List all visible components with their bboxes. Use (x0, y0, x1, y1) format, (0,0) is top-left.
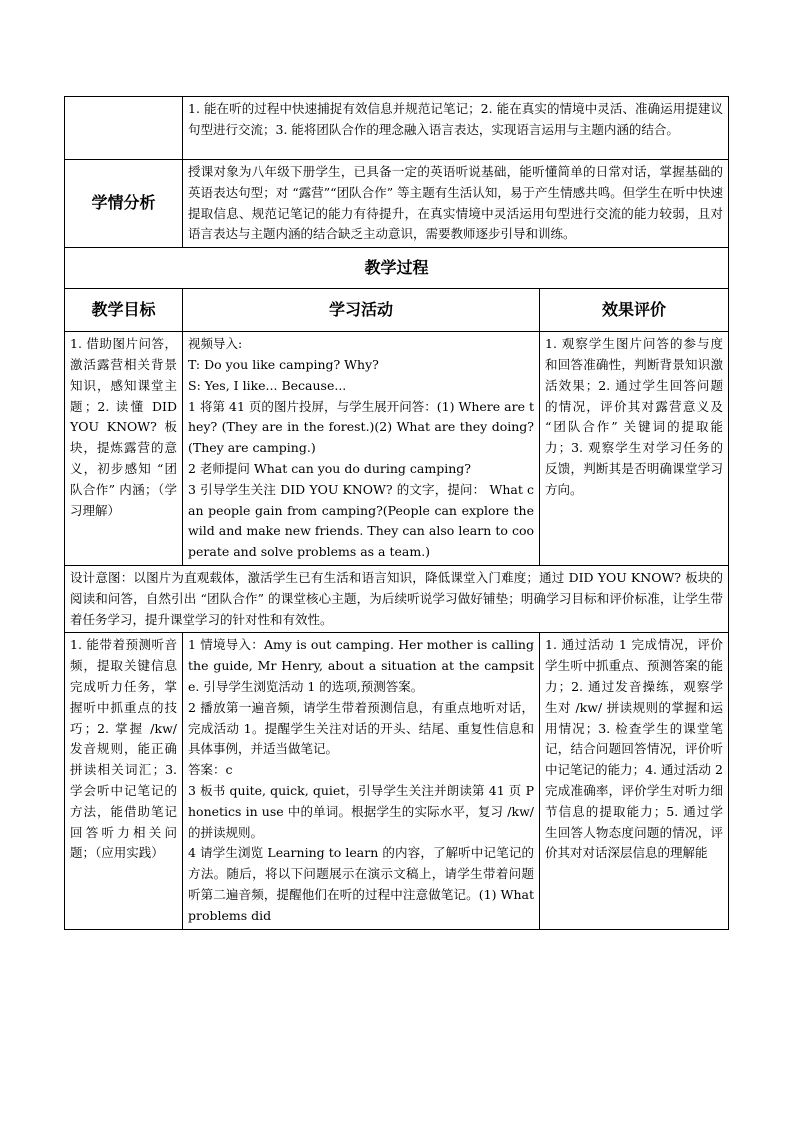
section1-activity-line: 1 将第 41 页的图片投屏，与学生展开问答：(1) Where are they? (They are in the forest.)(2) What are they doing? (They are camping.) (188, 398, 534, 456)
section1-row (65, 332, 729, 566)
section2-activity (183, 633, 540, 929)
section1-activity-line: T: Do you like camping? Why? (188, 356, 379, 372)
column-header-goal: 教学目标 (65, 289, 183, 332)
lesson-plan-page (64, 96, 728, 930)
goals-text: 1. 能在听的过程中快速捕捉有效信息并规范记笔记；2. 能在真实的情境中灵活、准确运用提建议句型进行交流；3. 能将团队合作的理念融入语言表达，实现语言运用与主题内涵的结合。 (183, 97, 729, 160)
section1-activity (183, 332, 540, 566)
section2-activity-line: 3 板书 quite, quick, quiet，引导学生关注并朗读第 41 页 Phonetics in use 中的单词。根据学生的实际水平，复习 /kw/ 的拼读规则。 (188, 782, 534, 840)
section1-activity-line: 2 老师提问 What can you do during camping? (188, 460, 471, 476)
student-analysis-label: 学情分析 (65, 160, 183, 248)
section1-evaluation: 1. 观察学生图片问答的参与度和回答准确性，判断背景知识激活效果；2. 通过学生回答问题的情况，评价其对露营意义及 “团队合作” 关键词的提取能力；3. 观察学生对学习任务的反馈，判断其是否明确课堂学习方向。 (540, 332, 729, 566)
section2-row (65, 633, 729, 929)
student-analysis-row (65, 160, 729, 248)
design-intent-row (65, 565, 729, 632)
goals-row (65, 97, 729, 160)
lesson-plan-table (64, 96, 729, 930)
student-analysis-text: 授课对象为八年级下册学生，已具备一定的英语听说基础，能听懂简单的日常对话，掌握基础的英语表达句型；对 “露营”“团队合作” 等主题有生活认知，易于产生情感共鸣。但学生在听中快速提取信息、规范记笔记的能力有待提升，在真实情境中灵活运用句型进行交流的能力较弱，且对语言表达与主题内涵的结合缺乏主动意识，需要教师逐步引导和训练。 (183, 160, 729, 248)
design-intent-text: 设计意图：以图片为直观载体，激活学生已有生活和语言知识，降低课堂入门难度；通过 DID YOU KNOW? 板块的阅读和问答，自然引出 “团队合作” 的课堂核心主题，为后续听说学习做好铺垫；明确学习目标和评价标准，让学生带着任务学习，提升课堂学习的针对性和有效性。 (65, 565, 729, 632)
section2-activity-line: 4 请学生浏览 Learning to learn 的内容，了解听中记笔记的方法。随后，将以下问题展示在演示文稿上，请学生带着问题听第二遍音频，提醒他们在听的过程中注意做笔记。(1) What problems did (188, 845, 534, 923)
column-header-evaluation: 效果评价 (540, 289, 729, 332)
section2-evaluation: 1. 通过活动 1 完成情况，评价学生听中抓重点、预测答案的能力；2. 通过发音操练，观察学生对 /kw/ 拼读规则的掌握和运用情况；3. 检查学生的课堂笔记，结合问题回答情况，评价听中记笔记的能力；4. 通过活动 2 完成准确率，评价学生对听力细节信息的提取能力；5. 通过学生回答人物态度问题的情况，评价其对对话深层信息的理解能 (540, 633, 729, 929)
section2-goal: 1. 能带着预测听音频，提取关键信息完成听力任务，掌握听中抓重点的技巧；2. 掌握 /kw/ 发音规则，能正确拼读相关词汇；3. 学会听中记笔记的方法，能借助笔记回答听力相关问题；（应用实践） (65, 633, 183, 929)
section1-activity-line: S: Yes, I like... Because... (188, 377, 347, 393)
section2-activity-line: 2 播放第一遍音频，请学生带着预测信息，有重点地听对话，完成活动 1。提醒学生关注对话的开头、结尾、重复性信息和具体事例，并适当做笔记。 (188, 699, 534, 757)
goals-label-cell (65, 97, 183, 160)
section1-activity-line: 3 引导学生关注 DID YOU KNOW? 的文字，提问： What can people gain from camping?(People can explore the wild and make new friends. They can also learn to cooperate and solve problems as a team.) (188, 481, 534, 560)
section1-goal: 1. 借助图片问答，激活露营相关背景知识，感知课堂主题；2. 读懂 DID YOU KNOW? 板块，提炼露营的意义，初步感知 “团队合作” 内涵；（学习理解） (65, 332, 183, 566)
section2-activity-line: 答案：c (188, 762, 233, 778)
column-header-row (65, 289, 729, 332)
section1-activity-line: 视频导入: (188, 336, 243, 352)
section2-activity-line: 1 情境导入：Amy is out camping. Her mother is calling the guide, Mr Henry, about a situation at the campsite. 引导学生浏览活动 1 的选项,预测答案。 (188, 637, 534, 694)
column-header-activity: 学习活动 (183, 289, 540, 332)
process-title: 教学过程 (65, 248, 729, 289)
process-title-row (65, 248, 729, 289)
